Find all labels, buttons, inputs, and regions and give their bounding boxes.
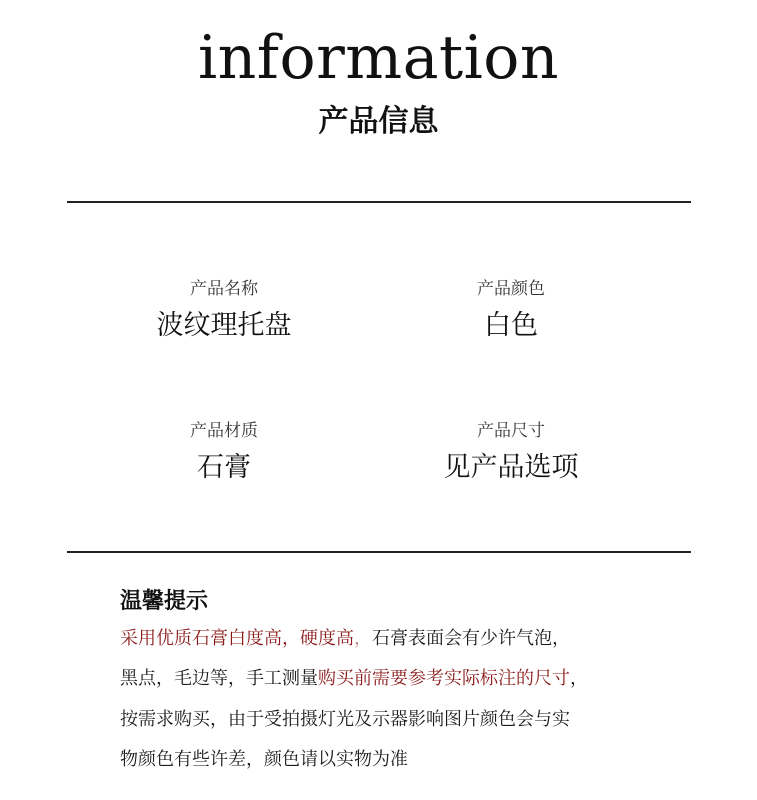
tips-text: 黑点，毛边等，手工测量 (120, 668, 318, 689)
spec-value: 见产品选项 (443, 452, 579, 483)
spec-label: 产品颜色 (477, 279, 545, 299)
tips-line-1 (120, 624, 570, 654)
divider-top (67, 201, 691, 203)
spec-label: 产品材质 (190, 421, 258, 441)
tips-text: ， (570, 668, 588, 689)
spec-value: 石膏 (197, 452, 251, 483)
tips-line-2 (120, 664, 588, 694)
spec-product-color (391, 278, 631, 344)
divider-bottom (67, 551, 691, 553)
spec-value: 波纹理托盘 (156, 310, 292, 341)
tips-highlight: 购买前需要参考实际标注的尺寸 (318, 668, 570, 689)
spec-product-size (391, 420, 631, 486)
spec-label: 产品尺寸 (477, 421, 545, 441)
spec-product-name (104, 278, 344, 344)
spec-value: 白色 (484, 310, 538, 341)
spec-product-material (104, 420, 344, 486)
tips-line-4: 物颜色有些许差，颜色请以实物为准 (120, 749, 408, 770)
tips-line-3: 按需求购买，由于受拍摄灯光及示器影响图片颜色会与实 (120, 709, 570, 730)
tips-comma: ， (354, 628, 372, 649)
spec-label: 产品名称 (190, 279, 258, 299)
title-english: information (197, 23, 560, 93)
title-chinese: 产品信息 (318, 104, 439, 139)
tips-highlight: 采用优质石膏白度高，硬度高 (120, 628, 354, 649)
tips-text: 石膏表面会有少许气泡， (372, 628, 570, 649)
tips-title: 温馨提示 (120, 589, 209, 614)
